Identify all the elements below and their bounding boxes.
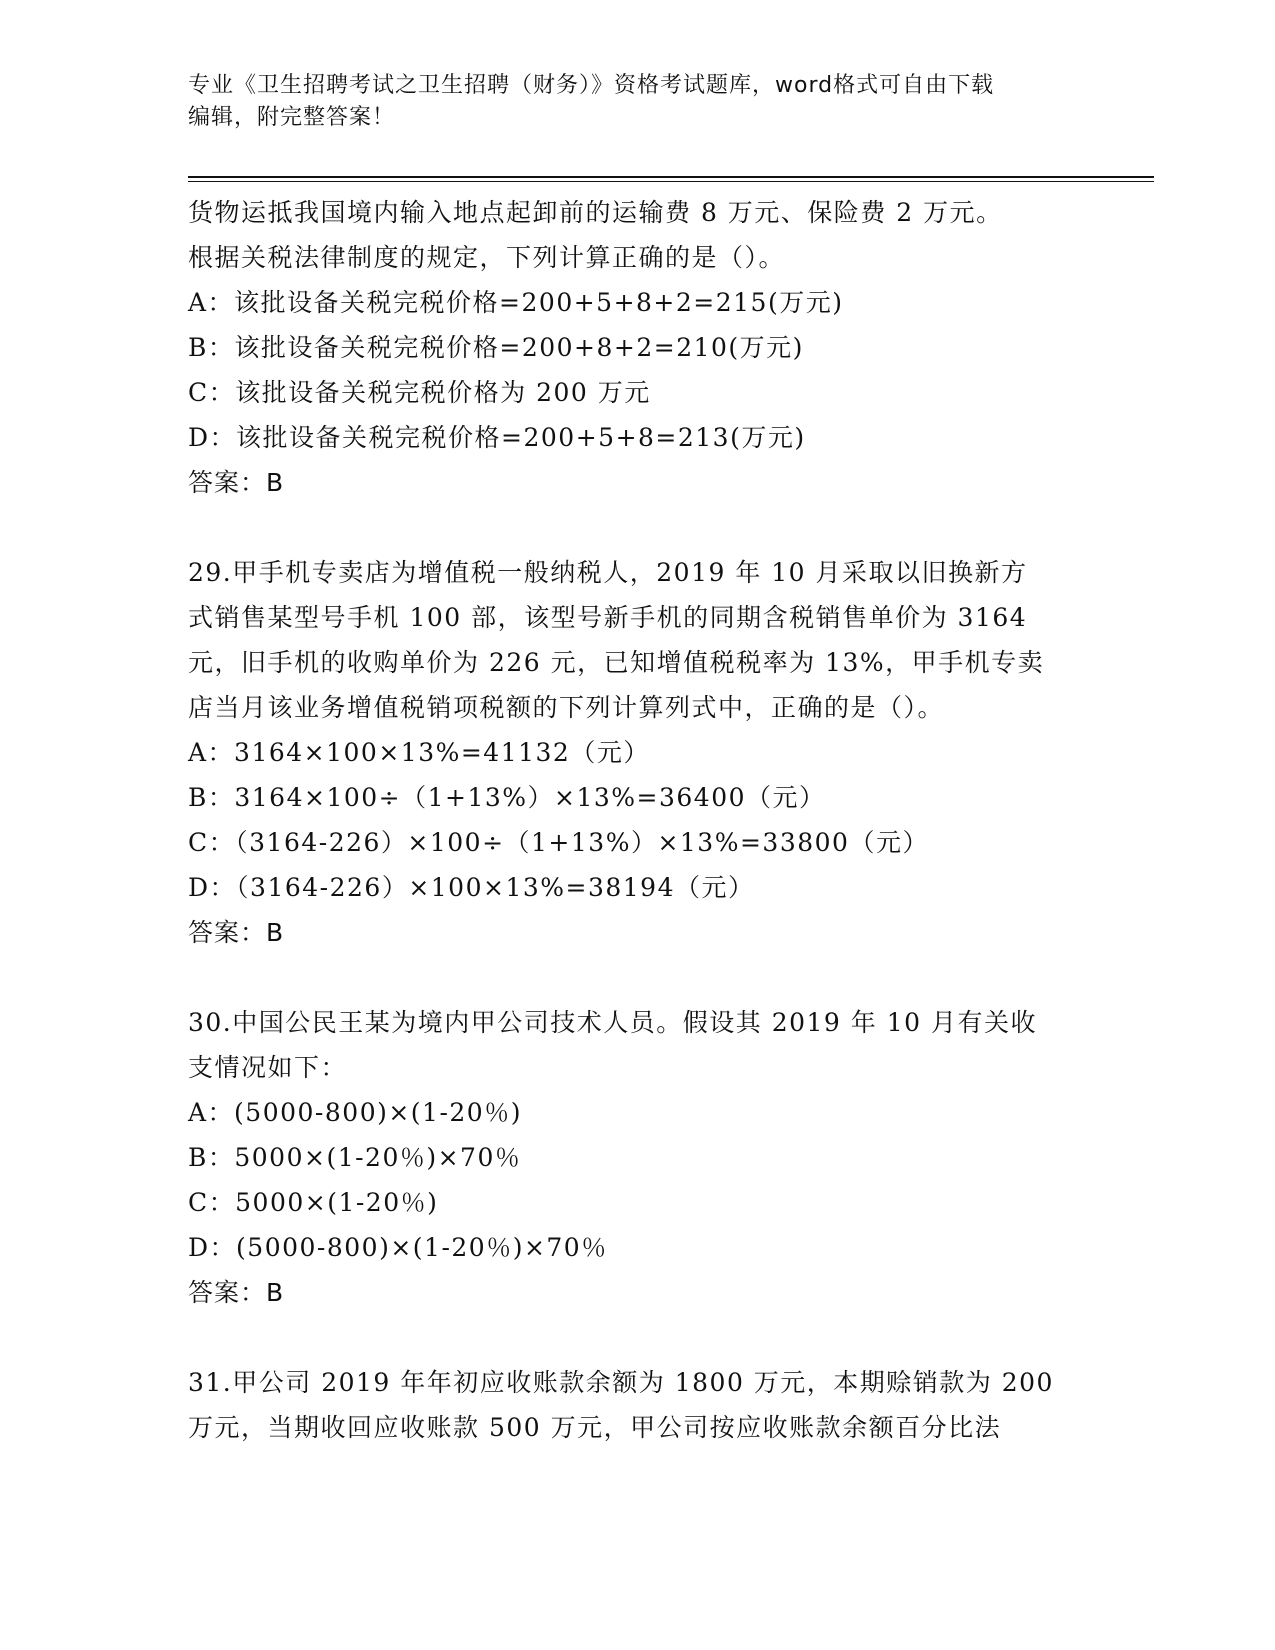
question-stem-line: 30.中国公民王某为境内甲公司技术人员。假设其 2019 年 10 月有关收 <box>188 1008 1037 1037</box>
option-c: C：该批设备关税完税价格为 200 万元 <box>188 378 651 407</box>
header-rule-thick <box>188 176 1154 178</box>
question-stem-line: 根据关税法律制度的规定，下列计算正确的是（）。 <box>188 243 786 272</box>
option-d: D：（3164-226）×100×13%=38194（元） <box>188 873 755 902</box>
document-body <box>188 190 1088 1450</box>
question-31 <box>188 1360 1088 1450</box>
question-stem-line: 万元，当期收回应收账款 500 万元，甲公司按应收账款余额百分比法 <box>188 1413 1002 1442</box>
header-rule-thin <box>188 181 1154 182</box>
question-stem-line: 式销售某型号手机 100 部，该型号新手机的同期含税销售单价为 3164 <box>188 603 1028 632</box>
option-b: B：该批设备关税完税价格=200+8+2=210(万元) <box>188 333 804 362</box>
spacer <box>188 1315 1088 1360</box>
header-line-1: 专业《卫生招聘考试之卫生招聘（财务）》资格考试题库，word格式可自由下载 <box>188 73 995 98</box>
option-a: A：该批设备关税完税价格=200+5+8+2=215(万元) <box>188 288 844 317</box>
question-stem-line: 29.甲手机专卖店为增值税一般纳税人，2019 年 10 月采取以旧换新方 <box>188 558 1028 587</box>
document-header <box>188 70 1088 134</box>
option-a: A：3164×100×13%=41132（元） <box>188 738 650 767</box>
option-c: C：（3164-226）×100÷（1+13%）×13%=33800（元） <box>188 828 929 857</box>
answer: 答案：B <box>188 918 285 947</box>
question-stem-line: 支情况如下： <box>188 1053 348 1082</box>
option-c: C：5000×(1-20％) <box>188 1188 439 1217</box>
answer: 答案：B <box>188 468 285 497</box>
question-28 <box>188 190 1088 505</box>
option-d: D：该批设备关税完税价格=200+5+8=213(万元) <box>188 423 806 452</box>
spacer <box>188 505 1088 550</box>
answer: 答案：B <box>188 1278 285 1307</box>
question-30 <box>188 1000 1088 1315</box>
question-stem-line: 元，旧手机的收购单价为 226 元，已知增值税税率为 13%，甲手机专卖 <box>188 648 1045 677</box>
question-stem-line: 店当月该业务增值税销项税额的下列计算列式中，正确的是（）。 <box>188 693 945 722</box>
question-stem-line: 31.甲公司 2019 年年初应收账款余额为 1800 万元，本期赊销款为 200 <box>188 1368 1054 1397</box>
spacer <box>188 955 1088 1000</box>
question-29 <box>188 550 1088 955</box>
option-b: B：5000×(1-20％)×70％ <box>188 1143 522 1172</box>
option-a: A：(5000-800)×(1-20％) <box>188 1098 522 1127</box>
option-b: B：3164×100÷（1+13%）×13%=36400（元） <box>188 783 826 812</box>
header-line-2: 编辑，附完整答案！ <box>188 105 396 130</box>
question-stem-line: 货物运抵我国境内输入地点起卸前的运输费 8 万元、保险费 2 万元。 <box>188 198 1003 227</box>
option-d: D：(5000-800)×(1-20％)×70％ <box>188 1233 608 1262</box>
